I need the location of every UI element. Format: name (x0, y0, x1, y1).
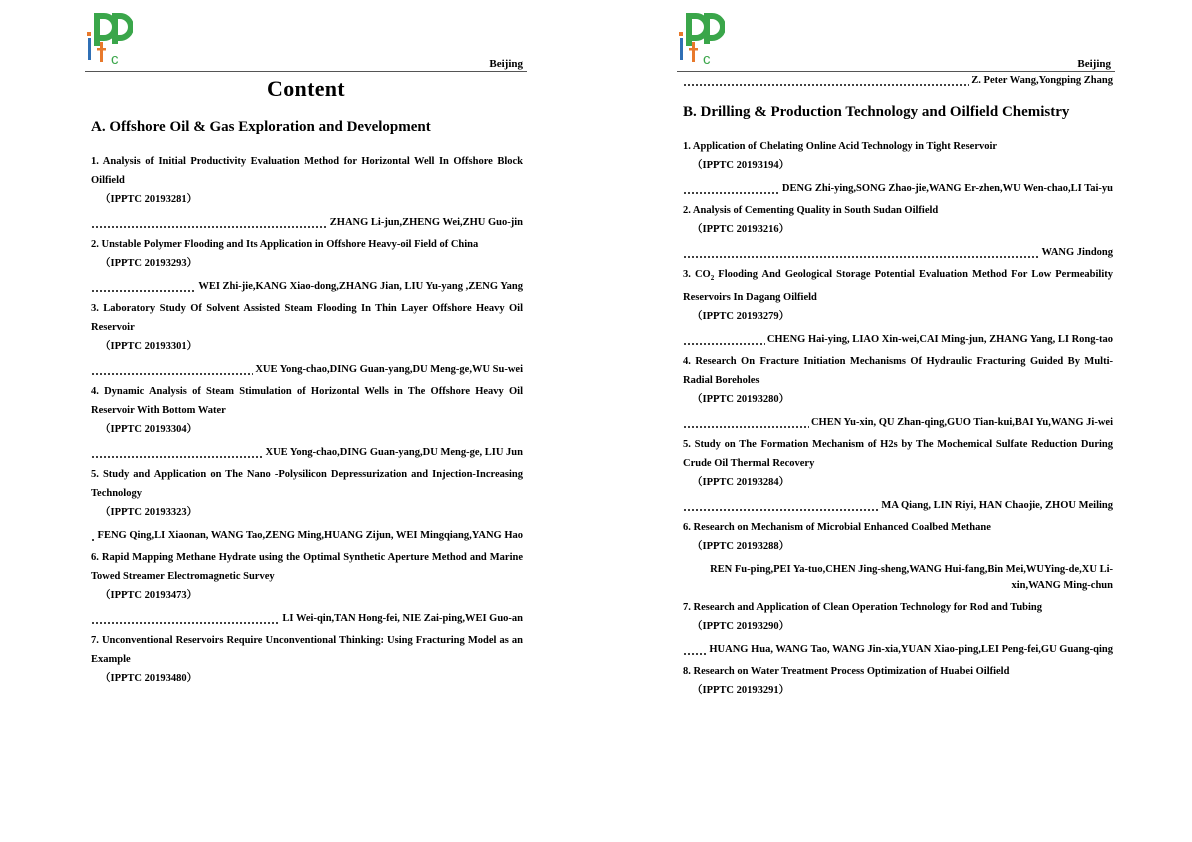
entry-authors-line (91, 445, 523, 461)
svg-text:c: c (703, 51, 711, 68)
entry-code: （IPPTC 20193480） (100, 673, 198, 684)
section-title-a: A. Offshore Oil & Gas Exploration and Development (91, 119, 431, 135)
leader-dots (91, 445, 264, 461)
entry-title: 4. Research On Fracture Initiation Mechanisms Of Hydraulic Fracturing Guided By Multi-Radial Boreholes (683, 356, 1113, 387)
entry-authors-line (91, 279, 523, 295)
entry-title: 8. Research on Water Treatment Process Optimization of Huabei Oilfield (683, 666, 1010, 678)
entry-code: （IPPTC 20193301） (100, 341, 198, 352)
entry-authors-line (91, 528, 523, 544)
toc-entry (91, 235, 523, 295)
leader-dots (91, 528, 96, 544)
toc-entry (683, 435, 1113, 514)
leader-dots (91, 362, 253, 378)
leader-dots (91, 215, 328, 231)
entry-title: 6. Rapid Mapping Methane Hydrate using the Optimal Synthetic Aperture Method and Marine Towed Streamer Electromagnetic Survey (91, 552, 523, 582)
entry-title: 3. Laboratory Study Of Solvent Assisted Steam Flooding In Thin Layer Offshore Heavy Oil Reservoir (91, 303, 523, 333)
entry-title: 1. Analysis of Initial Productivity Evaluation Method for Horizontal Well In Offshore Block Oilfield (91, 156, 523, 186)
entry-authors-line (91, 611, 523, 627)
entry-code: （IPPTC 20193291） (692, 685, 790, 697)
right-page (677, 0, 1115, 842)
entry-title: 2. Analysis of Cementing Quality in South Sudan Oilfield (683, 205, 939, 216)
header-city: Beijing (489, 58, 523, 70)
entry-authors: CHENG Hai-ying, LIAO Xin-wei,CAI Ming-jun, ZHANG Yang, LI Rong-tao (766, 334, 1113, 346)
entry-title (683, 265, 1113, 307)
entry-title: 7. Research and Application of Clean Operation Technology for Rod and Tubing (683, 602, 1043, 614)
entry-authors: MA Qiang, LIN Riyi, HAN Chaojie, ZHOU Meiling (881, 500, 1113, 512)
svg-text:c: c (111, 51, 119, 68)
toc-entry (683, 518, 1113, 594)
ipptc-logo-icon (677, 12, 725, 68)
header-rule (85, 71, 527, 72)
entry-code: （IPPTC 20193304） (100, 424, 198, 435)
leader-dots (683, 498, 879, 514)
entry-authors: XUE Yong-chao,DING Guan-yang,DU Meng-ge,WU Su-wei (255, 364, 523, 375)
title-part: Flooding And Geological Storage Potential Evaluation Method For Low Permeability Reservoirs In Dagang Oilfield (683, 269, 1114, 304)
leader-dots (683, 181, 780, 197)
entry-authors-line (683, 415, 1113, 431)
entry-authors-line (683, 642, 1113, 658)
header-city: Beijing (1077, 58, 1111, 70)
entry-authors-line (91, 215, 523, 231)
toc-list-b (683, 137, 1113, 706)
entry-authors-line (683, 498, 1113, 514)
entry-authors: LI Wei-qin,TAN Hong-fei, NIE Zai-ping,WEI Guo-an (282, 613, 523, 624)
entry-title: 6. Research on Mechanism of Microbial Enhanced Coalbed Methane (683, 522, 991, 534)
ipptc-logo-icon (85, 12, 133, 68)
leader-dots (683, 642, 707, 658)
entry-title: 1. Application of Chelating Online Acid Technology in Tight Reservoir (683, 141, 998, 152)
toc-entry (91, 152, 523, 231)
toc-entry (91, 631, 523, 688)
page-title: Content (267, 76, 345, 101)
entry-code: （IPPTC 20193281） (100, 194, 198, 205)
toc-entry (91, 299, 523, 378)
toc-entry (91, 548, 523, 627)
entry-authors: WANG Jindong (1041, 247, 1113, 258)
entry-authors: ZHANG Li-jun,ZHENG Wei,ZHU Guo-jin (329, 217, 523, 228)
entry-code: （IPPTC 20193284） (692, 477, 790, 489)
title-part: 3. CO (683, 269, 711, 280)
entry-code: （IPPTC 20193288） (692, 541, 790, 553)
entry-authors: CHEN Yu-xin, QU Zhan-qing,GUO Tian-kui,BAI Yu,WANG Ji-wei (810, 417, 1113, 429)
entry-code: （IPPTC 20193293） (100, 258, 198, 269)
entry-code: （IPPTC 20193216） (692, 224, 790, 235)
entry-code: （IPPTC 20193194） (692, 160, 790, 171)
entry-authors: DENG Zhi-ying,SONG Zhao-jie,WANG Er-zhen,WU Wen-chao,LI Tai-yu (781, 183, 1113, 194)
toc-entry (683, 598, 1113, 658)
entry-code: （IPPTC 20193279） (692, 311, 790, 323)
toc-entry (683, 265, 1113, 348)
toc-entry (683, 201, 1113, 261)
entry-authors: XUE Yong-chao,DING Guan-yang,DU Meng-ge, LIU Jun (265, 447, 523, 458)
toc-list-a (91, 152, 523, 694)
entry-code: （IPPTC 20193473） (100, 590, 198, 601)
entry-title: 4. Dynamic Analysis of Steam Stimulation of Horizontal Wells in The Offshore Heavy Oil Reservoir With Bottom Water (91, 386, 523, 416)
entry-authors-line (683, 181, 1113, 197)
toc-entry (683, 662, 1113, 700)
entry-authors: WEI Zhi-jie,KANG Xiao-dong,ZHANG Jian, LIU Yu-yang ,ZENG Yang (198, 281, 523, 292)
continued-authors-line (683, 73, 1113, 89)
header-rule (677, 71, 1115, 72)
toc-entry (91, 382, 523, 461)
leader-dots (683, 415, 809, 431)
leader-dots (683, 332, 765, 348)
left-page (85, 0, 527, 842)
entry-authors-line (683, 332, 1113, 348)
entry-title: 5. Study and Application on The Nano -Polysilicon Depressurization and Injection-Increasing Technology (91, 469, 523, 499)
entry-title: 5. Study on The Formation Mechanism of H2s by The Mochemical Sulfate Reduction During Crude Oil Thermal Recovery (683, 439, 1113, 470)
entry-title: 2. Unstable Polymer Flooding and Its Application in Offshore Heavy-oil Field of China (91, 239, 479, 250)
toc-entry (683, 352, 1113, 431)
entry-authors: REN Fu-ping,PEI Ya-tuo,CHEN Jing-sheng,WANG Hui-fang,Bin Mei,WUYing-de,XU Li-xin,WANG Ming-chun (710, 564, 1113, 592)
entry-authors: HUANG Hua, WANG Tao, WANG Jin-xia,YUAN Xiao-ping,LEI Peng-fei,GU Guang-qing (709, 644, 1113, 656)
section-title-b: B. Drilling & Production Technology and Oilfield Chemistry (683, 104, 1070, 120)
entry-authors: FENG Qing,LI Xiaonan, WANG Tao,ZENG Ming,HUANG Zijun, WEI Mingqiang,YANG Hao (97, 530, 523, 541)
entry-authors-line (91, 362, 523, 378)
title-subscript: 2 (710, 274, 715, 283)
leader-dots (683, 73, 969, 89)
leader-dots (683, 245, 1040, 261)
toc-entry (683, 137, 1113, 197)
toc-entry (91, 465, 523, 544)
entry-title: 7. Unconventional Reservoirs Require Unconventional Thinking: Using Fracturing Model as an Example (91, 635, 523, 665)
leader-dots (91, 279, 196, 295)
entry-authors-line (683, 245, 1113, 261)
leader-dots (91, 611, 280, 627)
entry-code: （IPPTC 20193323） (100, 507, 198, 518)
continued-authors: Z. Peter Wang,Yongping Zhang (971, 75, 1113, 86)
entry-code: （IPPTC 20193280） (692, 394, 790, 406)
entry-authors-line (683, 562, 1113, 594)
entry-code: （IPPTC 20193290） (692, 621, 790, 633)
